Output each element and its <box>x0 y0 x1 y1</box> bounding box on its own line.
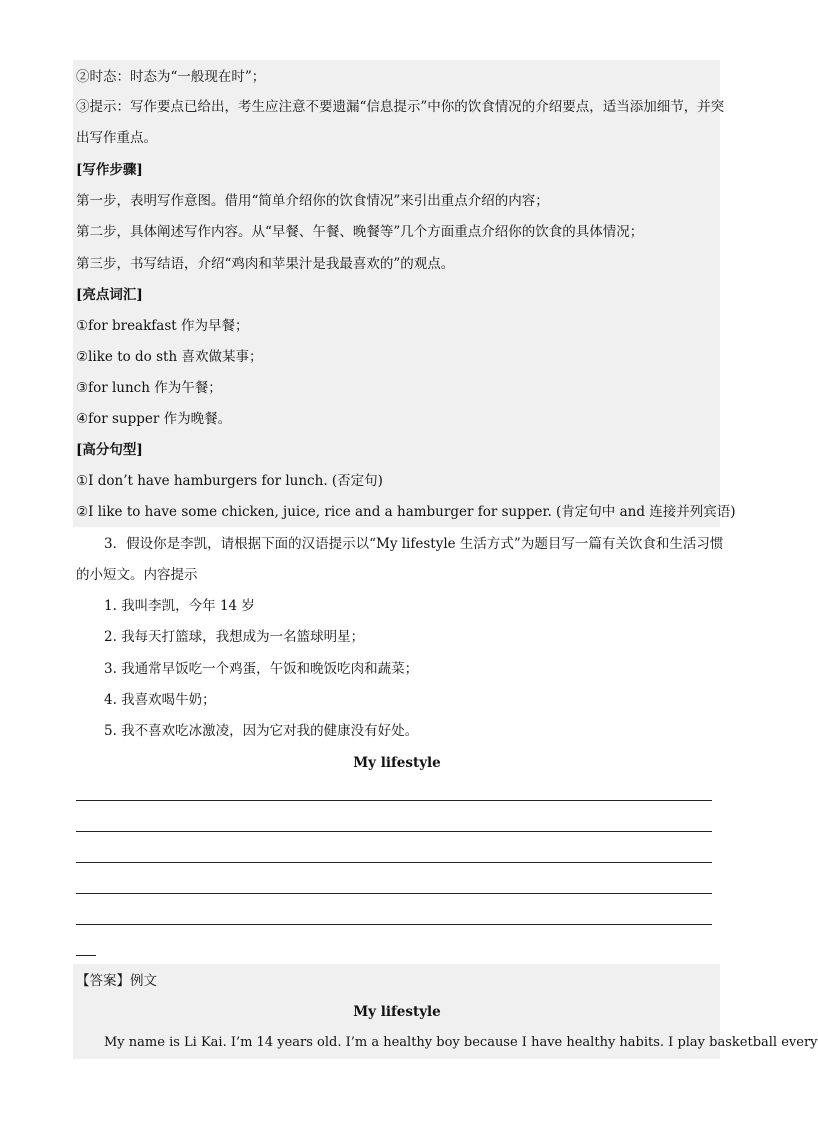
hint-item: 4. 我喜欢喝牛奶； <box>104 692 216 708</box>
answer-label: 【答案】例文 <box>76 973 157 989</box>
essay-title: My lifestyle <box>353 755 441 771</box>
hint-item: 1. 我叫李凯，今年 14 岁 <box>104 598 255 614</box>
writing-line[interactable] <box>76 924 712 925</box>
sentence-heading: [高分句型] <box>76 442 143 458</box>
steps-heading: [写作步骤] <box>76 162 143 178</box>
vocab-item: ③for lunch 作为午餐； <box>76 380 222 396</box>
vocab-item: ②like to do sth 喜欢做某事； <box>76 349 263 365</box>
hint-item: 5. 我不喜欢吃冰激凌，因为它对我的健康没有好处。 <box>104 723 419 739</box>
writing-line[interactable] <box>76 893 712 894</box>
writing-line[interactable] <box>76 862 712 863</box>
vocab-item: ①for breakfast 作为早餐； <box>76 318 249 334</box>
step-1: 第一步，表明写作意图。借用“简单介绍你的饮食情况”来引出重点介绍的内容； <box>76 193 549 209</box>
question-3-prompt: 3．假设你是李凯，请根据下面的汉语提示以“My lifestyle 生活方式”为题目写一篇有关饮食和生活习惯的小短文。内容提示 <box>76 536 724 583</box>
vocab-heading: [亮点词汇] <box>76 287 143 303</box>
sentence-item: ②I like to have some chicken, juice, rice and a hamburger for supper. (肯定句中 and 连接并列宾语) <box>76 504 736 520</box>
step-3: 第三步，书写结语，介绍“鸡肉和苹果汁是我最喜欢的”的观点。 <box>76 256 455 272</box>
writing-line[interactable] <box>76 831 712 832</box>
answer-text: My name is Li Kai. I’m 14 years old. I’m a healthy boy because I have healthy habits. I play basketball every <box>104 1035 818 1050</box>
hint-item: 3. 我通常早饭吃一个鸡蛋，午饭和晚饭吃肉和蔬菜； <box>104 661 419 677</box>
writing-line-end[interactable] <box>76 955 96 956</box>
hint-item: 2. 我每天打篮球，我想成为一名篮球明星； <box>104 629 365 645</box>
step-2: 第二步，具体阐述写作内容。从“早餐、午餐、晚餐等”几个方面重点介绍你的饮食的具体情况； <box>76 224 644 240</box>
vocab-item: ④for supper 作为晚餐。 <box>76 411 232 427</box>
tip-note: ③提示：写作要点已给出，考生应注意不要遗漏“信息提示”中你的饮食情况的介绍要点，适当添加细节，并突出写作重点。 <box>76 99 725 146</box>
tense-note: ②时态：时态为“一般现在时”； <box>76 69 266 85</box>
sentence-item: ①I don’t have hamburgers for lunch. (否定句) <box>76 473 383 489</box>
writing-line[interactable] <box>76 800 712 801</box>
answer-title: My lifestyle <box>353 1004 441 1020</box>
